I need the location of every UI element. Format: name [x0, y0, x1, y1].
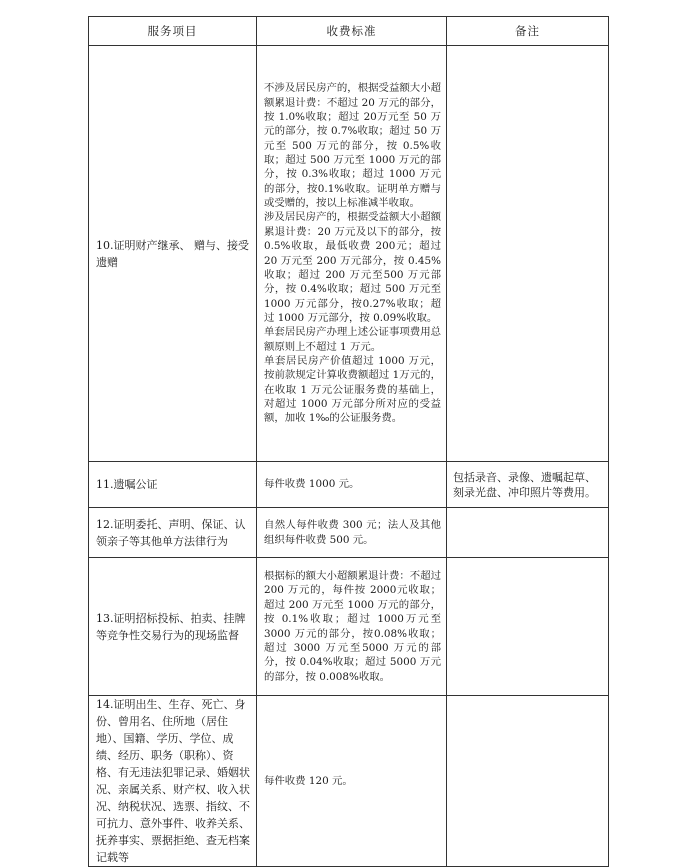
- service-item-cell: 11.遗嘱公证: [89, 462, 257, 508]
- table-row: [89, 462, 609, 508]
- fee-standard-cell: [257, 46, 447, 462]
- service-item-cell: 14.证明出生、生存、死亡、身份、曾用名、住所地（居住地）、国籍、学历、学位、成绩、经历、职务（职称）、资格、有无违法犯罪记录、婚姻状况、亲属关系、财产权、收入状况、纳税状况、选票、指纹、不可抗力、意外事件、收养关系、抚养事实、票据拒绝、查无档案记载等: [89, 696, 257, 867]
- service-item-cell: 10.证明财产继承、 赠与、接受遗赠: [89, 46, 257, 462]
- remarks-cell: 包括录音、录像、遗嘱起草、刻录光盘、冲印照片等费用。: [447, 462, 609, 508]
- service-item-cell: 12.证明委托、声明、保证、认领亲子等其他单方法律行为: [89, 508, 257, 558]
- fee-standard-paragraph: 单套居民房产办理上述公证事项费用总额原则上不超过 1 万元。: [264, 326, 441, 353]
- header-service-item: 服务项目: [89, 17, 257, 46]
- table-row: [89, 46, 609, 462]
- remarks-cell: [447, 508, 609, 558]
- fee-standard-cell: 根据标的额大小超额累退计费：不超过 200 万元的，每件按 2000元收取；超过 200 万元至 1000 万元的部分，按 0.1%收取；超过 1000万元至 3000 万元的部分，按0.08%收取；超过 3000 万元至5000 万元的部分，按 0.04%收取；超过 5000 万元的部分，按 0.008%收取。: [257, 558, 447, 696]
- fee-standard-cell: 自然人每件收费 300 元；法人及其他组织每件收费 500 元。: [257, 508, 447, 558]
- fee-standard-paragraph: 不涉及居民房产的，根据受益额大小超额累退计费：不超过 20 万元的部分，按 1.0%收取；超过 20万元至 50 万元的部分，按 0.7%收取；超过 50 万元至 500 万元的部分，按 0.5%收取；超过 500 万元至 1000 万元的部分，按 0.3%收取；超过 1000 万元的部分，按0.1%收取。证明单方赠与或受赠的，按以上标准减半收取。: [264, 82, 441, 210]
- table-row: [89, 696, 609, 867]
- table-row: [89, 558, 609, 696]
- fee-standard-paragraph: 涉及居民房产的，根据受益额大小超额累退计费：20 万元及以下的部分，按 0.5%收取，最低收费 200元；超过 20 万元至 200 万元部分，按 0.45%收取；超过 200 万元至500 万元部分，按 0.4%收取；超过 500 万元至 1000 万元部分，按0.27%收取；超过 1000 万元部分，按 0.09%收取。: [264, 211, 441, 324]
- fee-standard-cell: 每件收费 120 元。: [257, 696, 447, 867]
- fee-standard-cell: 每件收费 1000 元。: [257, 462, 447, 508]
- table-row: [89, 508, 609, 558]
- remarks-cell: [447, 558, 609, 696]
- remarks-cell: [447, 46, 609, 462]
- table-header-row: [89, 17, 609, 46]
- service-item-cell: 13.证明招标投标、拍卖、挂牌等竞争性交易行为的现场监督: [89, 558, 257, 696]
- fee-standard-paragraph: 单套居民房产价值超过 1000 万元，按前款规定计算收费额超过 1万元的，在收取 1 万元公证服务费的基础上，对超过 1000 万元部分所对应的受益额，加收 1‰的公证服务费。: [264, 354, 441, 425]
- fee-standard-table: [88, 16, 609, 867]
- header-remarks: 备注: [447, 17, 609, 46]
- header-fee-standard: 收费标准: [257, 17, 447, 46]
- remarks-cell: [447, 696, 609, 867]
